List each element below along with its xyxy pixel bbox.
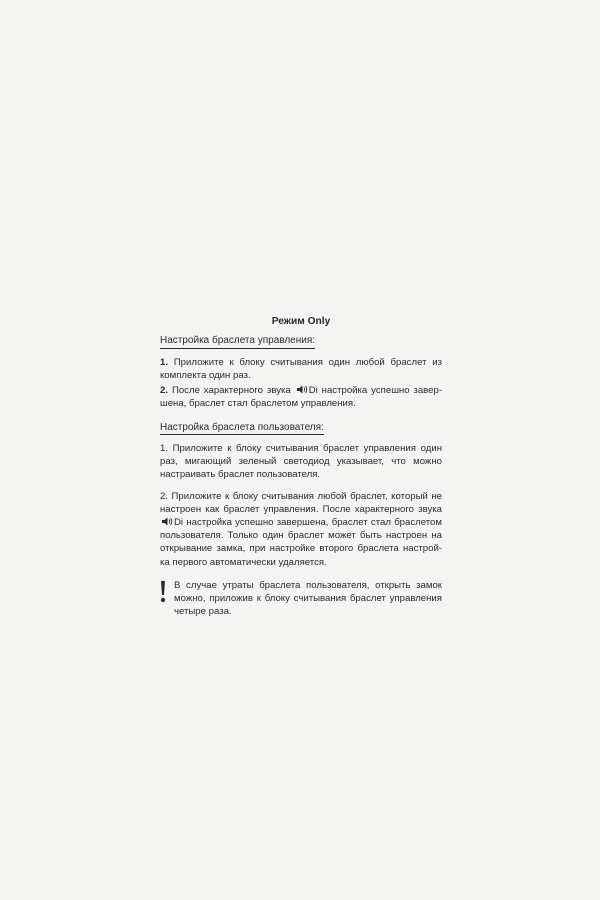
sound-label: Di bbox=[308, 385, 318, 397]
step-text-before: После характерного звука bbox=[171, 385, 291, 397]
sound-label: Di bbox=[174, 517, 184, 529]
section-heading-control-bracelet: Настройка браслета управления: bbox=[160, 335, 315, 349]
step-number: 2. bbox=[160, 385, 169, 397]
user-step-2 bbox=[160, 490, 442, 569]
section-heading-wrap-control bbox=[160, 334, 442, 354]
step-text-before: 2. Приложите к блоку считывания любой браслет, который не настроен как браслет управления. После характерного звука bbox=[160, 490, 442, 515]
exclamation-icon bbox=[158, 580, 168, 604]
speaker-icon bbox=[162, 517, 173, 526]
document-content bbox=[160, 315, 442, 618]
section-heading-user-bracelet: Настройка браслета пользователя: bbox=[160, 422, 324, 436]
control-step-1 bbox=[160, 356, 442, 382]
section-heading-wrap-user bbox=[160, 421, 442, 441]
step-text: Приложите к блоку считывания один любой браслет из комплекта один раз. bbox=[160, 356, 442, 381]
step-number: 1. bbox=[160, 356, 169, 368]
warning-note-text: В случае утраты браслета пользователя, открыть замок можно, приложив к блоку считывания браслет управления четыре раза. bbox=[174, 579, 442, 618]
page-title: Режим Only bbox=[271, 316, 331, 327]
user-step-1: 1. Приложите к блоку считывания браслет управления один раз, мигающий зеленый светодиод указывает, что можно настраивать браслет пользователя. bbox=[160, 443, 442, 481]
step-text-after: настройка успешно завершена, браслет стал браслетом пользователя. Только один браслет может быть настроен на открывание замка, при настройке второго браслета настрой-ка первого автоматически удаляется. bbox=[160, 517, 442, 568]
control-step-2 bbox=[160, 384, 442, 410]
speaker-icon bbox=[297, 385, 308, 394]
warning-note bbox=[160, 579, 442, 619]
step-text-after: настройка успешно завер-шена, браслет стал браслетом управления. bbox=[160, 385, 443, 410]
